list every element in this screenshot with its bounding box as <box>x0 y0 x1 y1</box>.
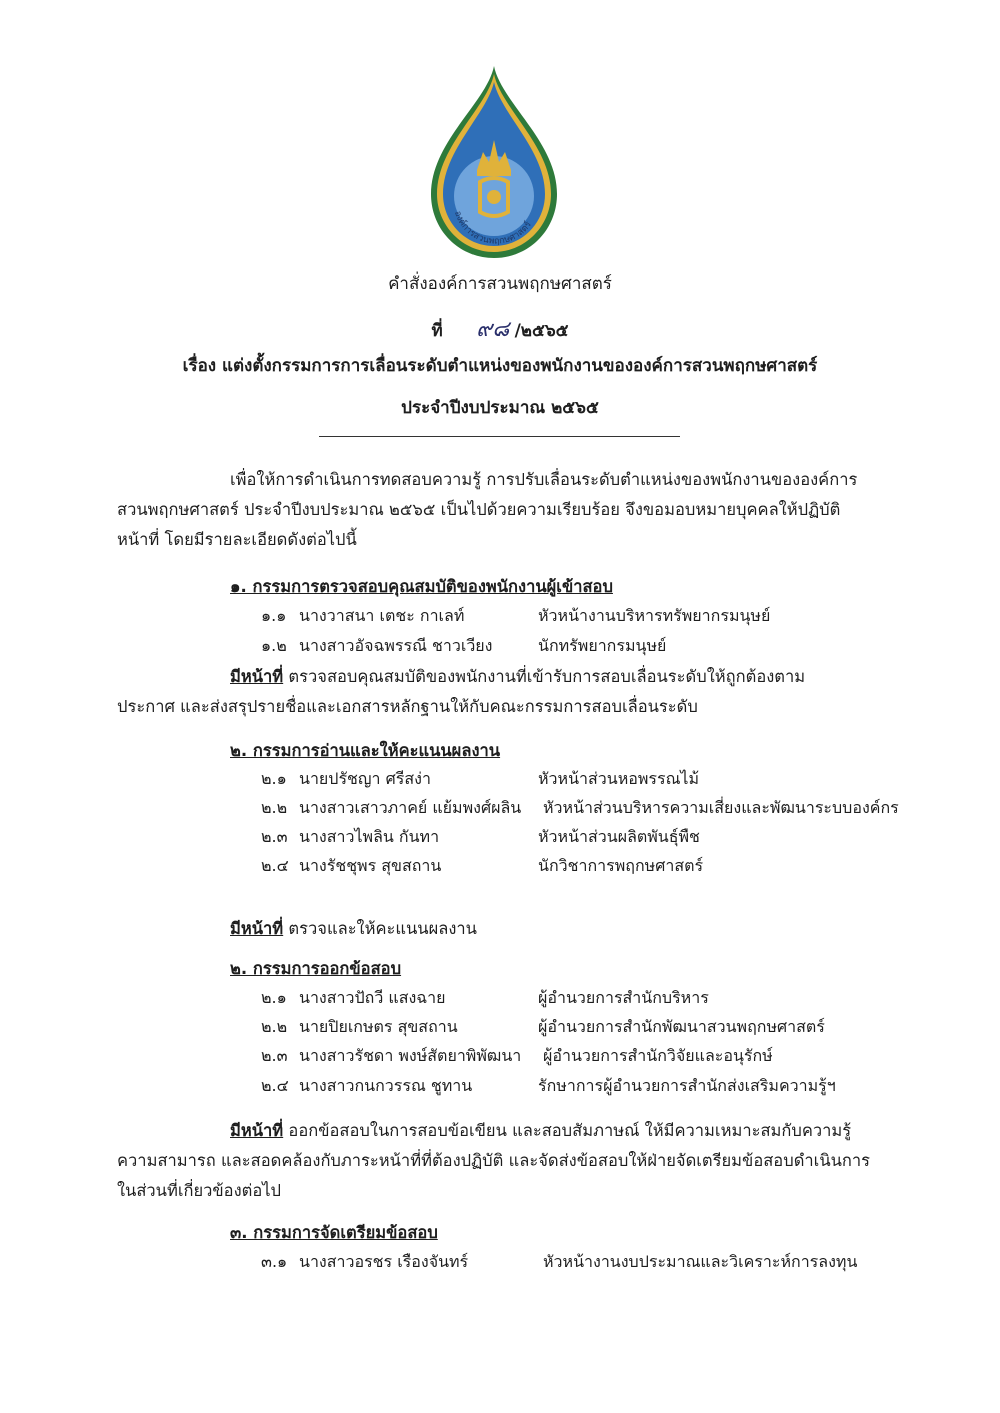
member-position: หัวหน้างานงบประมาณและวิเคราะห์การลงทุน <box>543 1252 858 1271</box>
member-name: นางสาวไพลิน กันทา <box>299 827 440 846</box>
member-row: ๒.๔ นางรัชชุพร สุขสถาน นักวิชาการพฤกษศาสตร์ <box>261 854 441 879</box>
member-row: ๒.๔ นางสาวกนกวรรณ ชูทาน รักษาการผู้อำนวยการสำนักส่งเสริมความรู้ฯ <box>261 1074 472 1099</box>
member-row: ๒.๒ นายปิยเกษตร สุขสถาน ผู้อำนวยการสำนักพัฒนาสวนพฤกษศาสตร์ <box>261 1015 458 1040</box>
intro-paragraph <box>117 465 887 555</box>
member-name: นางสาวรัชดา พงษ์สัตยาพิพัฒนา <box>299 1046 522 1065</box>
member-position: ผู้อำนวยการสำนักพัฒนาสวนพฤกษศาสตร์ <box>538 1017 825 1036</box>
order-number <box>0 311 1000 346</box>
duty-paragraph: มีหน้าที่ ตรวจสอบคุณสมบัติของพนักงานที่เข้ารับการสอบเลื่อนระดับให้ถูกต้องตาม ประกาศ และส่งสรุปรายชื่อและเอกสารหลักฐานให้กับคณะกรรมการสอบเลื่อนระดับ <box>117 667 806 716</box>
member-name: นางวาสนา เตชะ กาเลท์ <box>299 606 465 625</box>
duty-paragraph: มีหน้าที่ ตรวจและให้คะแนนผลงาน <box>230 919 477 938</box>
order-number-label: ที่ <box>431 321 443 341</box>
member-row: ๓.๑ นางสาวอรชร เรืองจันทร์ หัวหน้างานงบประมาณและวิเคราะห์การลงทุน <box>261 1250 468 1275</box>
member-name: นายปิยเกษตร สุขสถาน <box>299 1017 458 1036</box>
member-row: ๒.๑ นางสาวปัถวี แสงฉาย ผู้อำนวยการสำนักบริหาร <box>261 986 446 1011</box>
member-name: นางสาวกนกวรรณ ชูทาน <box>299 1076 473 1095</box>
order-title: คำสั่งองค์การสวนพฤกษศาสตร์ <box>388 274 612 294</box>
duty-label: มีหน้าที่ <box>230 919 284 938</box>
handwritten-number: ๙๘ <box>476 317 510 342</box>
member-row <box>261 604 771 629</box>
member-name: นางสาวปัถวี แสงฉาย <box>299 988 446 1007</box>
logo-ring-text: องค์การสวนพฤกษศาสตร์ <box>452 209 534 247</box>
member-name: นางสาวอัจฉพรรณี ชาวเวียง <box>299 636 493 655</box>
section-heading: ๓. กรรมการจัดเตรียมข้อสอบ <box>230 1223 438 1242</box>
section-heading: ๒. กรรมการอ่านและให้คะแนนผลงาน <box>230 741 501 760</box>
member-position: นักวิชาการพฤกษศาสตร์ <box>538 856 704 875</box>
section-heading: ๑. กรรมการตรวจสอบคุณสมบัติของพนักงานผู้เข้าสอบ <box>230 577 613 596</box>
member-position: รักษาการผู้อำนวยการสำนักส่งเสริมความรู้ฯ <box>538 1076 836 1095</box>
member-name: นางสาวเสาวภาคย์ แย้มพงศ์ผลิน <box>299 798 522 817</box>
member-name: นางรัชชุพร สุขสถาน <box>299 856 442 875</box>
member-name: นายปรัชญา ศรีสง่า <box>299 769 431 788</box>
member-position: นักทรัพยากรมนุษย์ <box>538 636 667 655</box>
intro-line: หน้าที่ โดยมีรายละเอียดดังต่อไปนี้ <box>117 530 357 549</box>
section-heading: ๒. กรรมการออกข้อสอบ <box>230 959 402 978</box>
duty-paragraph: มีหน้าที่ ออกข้อสอบในการสอบข้อเขียน และสอบสัมภาษณ์ ให้มีความเหมาะสมกับความรู้ ความสามารถ และสอดคล้องกับภาระหน้าที่ที่ต้องปฏิบัติ และจัดส่งข้อสอบให้ฝ่ายจัดเตรียมข้อสอบดำเนินการ ในส่วนที่เกี่ยวข้องต่อไป <box>117 1121 870 1200</box>
member-position: ผู้อำนวยการสำนักวิจัยและอนุรักษ์ <box>543 1046 773 1065</box>
duty-label: มีหน้าที่ <box>230 667 284 686</box>
member-number: ๑.๒ <box>261 636 287 655</box>
member-row: ๒.๒ นางสาวเสาวภาคย์ แย้มพงศ์ผลิน หัวหน้าส่วนบริหารความเสี่ยงและพัฒนาระบบองค์กร <box>261 796 521 821</box>
member-name: นางสาวอรชร เรืองจันทร์ <box>299 1252 469 1271</box>
organization-logo <box>425 62 563 262</box>
order-subject: เรื่อง แต่งตั้งกรรมการการเลื่อนระดับตำแหน่งของพนักงานขององค์การสวนพฤกษศาสตร์ <box>182 356 818 376</box>
duty-label: มีหน้าที่ <box>230 1121 284 1140</box>
member-position: หัวหน้าส่วนหอพรรณไม้ <box>538 769 700 788</box>
header-divider <box>319 436 680 437</box>
member-row: ๒.๓ นางสาวรัชดา พงษ์สัตยาพิพัฒนา ผู้อำนวยการสำนักวิจัยและอนุรักษ์ <box>261 1044 521 1069</box>
member-position: ผู้อำนวยการสำนักบริหาร <box>538 988 709 1007</box>
member-position: หัวหน้างานบริหารทรัพยากรมนุษย์ <box>538 606 771 625</box>
member-position: หัวหน้าส่วนผลิตพันธุ์พืช <box>538 827 700 846</box>
intro-line: เพื่อให้การดำเนินการทดสอบความรู้ การปรับเลื่อนระดับตำแหน่งของพนักงานขององค์การ <box>230 470 858 489</box>
member-row: ๒.๑ นายปรัชญา ศรีสง่า หัวหน้าส่วนหอพรรณไม้ <box>261 767 431 792</box>
member-row: ๒.๓ นางสาวไพลิน กันทา หัวหน้าส่วนผลิตพันธุ์พืช <box>261 825 439 850</box>
member-number: ๑.๑ <box>261 606 287 625</box>
order-year: /๒๕๖๕ <box>514 321 569 341</box>
intro-line: สวนพฤกษศาสตร์ ประจำปีงบประมาณ ๒๕๖๕ เป็นไปด้วยความเรียบร้อย จึงขอมอบหมายบุคคลให้ปฏิบัติ <box>117 500 841 519</box>
member-row <box>261 634 667 659</box>
member-position: หัวหน้าส่วนบริหารความเสี่ยงและพัฒนาระบบองค์กร <box>543 798 899 817</box>
order-subject-line2: ประจำปีงบประมาณ ๒๕๖๕ <box>401 398 599 418</box>
